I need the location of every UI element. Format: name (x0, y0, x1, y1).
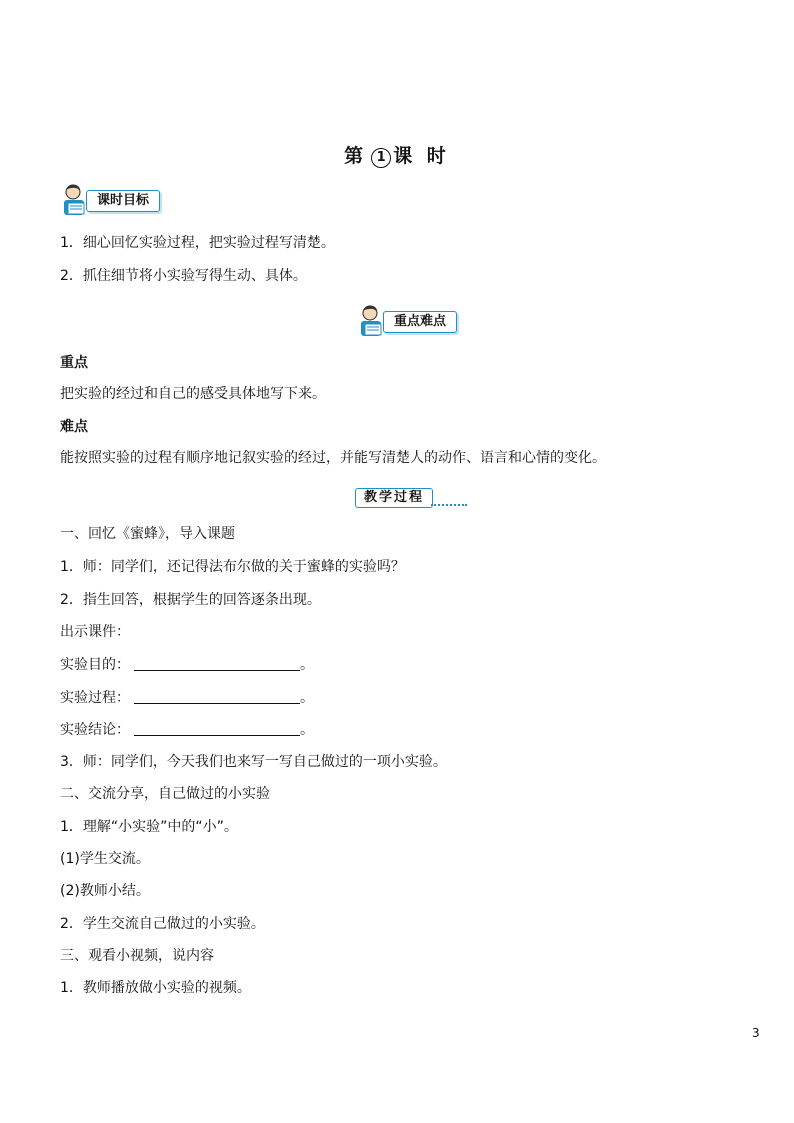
blank-label: 实验结论： (60, 722, 130, 738)
objectives-badge (60, 183, 160, 219)
focus-text: 把实验的经过和自己的感受具体地写下来。 (60, 386, 326, 402)
dotted-decoration (431, 500, 467, 506)
process-line: 1．理解“小实验”中的“小”。 (60, 819, 238, 835)
blank-end: 。 (300, 657, 314, 673)
title-prefix: 第 (344, 145, 368, 167)
page-number: 3 (752, 1026, 760, 1040)
keypoints-badge-label: 重点难点 (383, 311, 457, 333)
process-line: 2．学生交流自己做过的小实验。 (60, 916, 265, 932)
lesson-number-circle: 1 (371, 148, 391, 168)
process-badge-label: 教学过程 (355, 488, 433, 508)
title-suffix: 课 时 (393, 145, 450, 167)
fill-in-blank[interactable] (134, 721, 300, 736)
blank-row-purpose (60, 655, 314, 675)
student-reading-icon (60, 183, 90, 219)
blank-end: 。 (300, 722, 314, 738)
process-line: 3．师：同学们，今天我们也来写一写自己做过的一项小实验。 (60, 754, 447, 770)
blank-label: 实验过程： (60, 690, 130, 706)
process-line: 2．指生回答，根据学生的回答逐条出现。 (60, 592, 321, 608)
process-line: 1．教师播放做小实验的视频。 (60, 980, 251, 996)
section-heading: 二、交流分享，自己做过的小实验 (60, 786, 270, 802)
keypoints-badge (357, 304, 457, 340)
process-badge (355, 488, 470, 508)
difficulty-label: 难点 (60, 419, 88, 435)
process-line: (1)学生交流。 (60, 851, 150, 867)
process-line: (2)教师小结。 (60, 883, 150, 899)
blank-end: 。 (300, 690, 314, 706)
process-line: 出示课件： (60, 624, 130, 640)
section-heading: 一、回忆《蜜蜂》，导入课题 (60, 526, 235, 542)
fill-in-blank[interactable] (134, 656, 300, 671)
section-heading: 三、观看小视频，说内容 (60, 948, 214, 964)
blank-row-process (60, 688, 314, 708)
fill-in-blank[interactable] (134, 689, 300, 704)
student-reading-icon (357, 304, 387, 340)
focus-label: 重点 (60, 355, 88, 371)
blank-row-conclusion (60, 720, 314, 740)
lesson-title (0, 144, 794, 168)
process-line: 1．师：同学们，还记得法布尔做的关于蜜蜂的实验吗？ (60, 559, 405, 575)
difficulty-text: 能按照实验的过程有顺序地记叙实验的经过，并能写清楚人的动作、语言和心情的变化。 (60, 450, 606, 466)
objectives-badge-label: 课时目标 (86, 190, 160, 212)
objective-item-1: 1．细心回忆实验过程，把实验过程写清楚。 (60, 235, 335, 251)
blank-label: 实验目的： (60, 657, 130, 673)
objective-item-2: 2．抓住细节将小实验写得生动、具体。 (60, 268, 307, 284)
